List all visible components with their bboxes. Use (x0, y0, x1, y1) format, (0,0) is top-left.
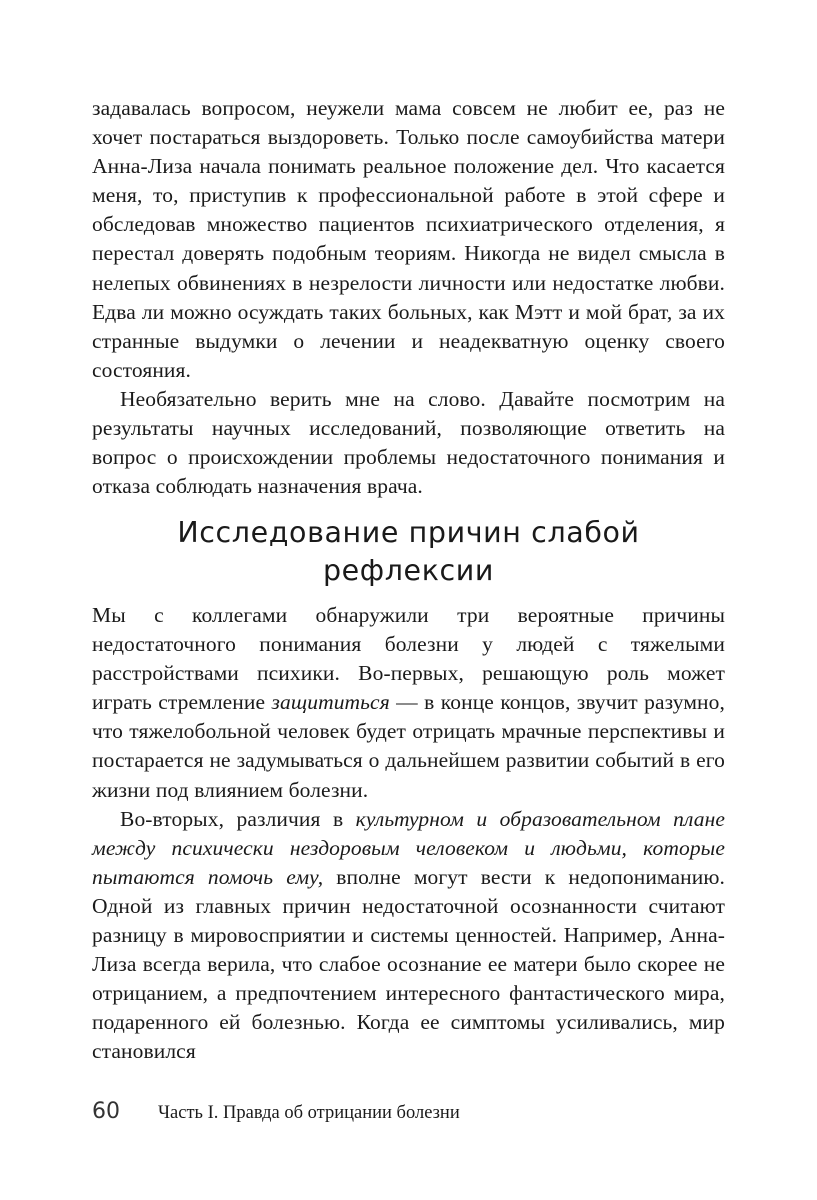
paragraph-text: Мы с коллегами обнаружили три вероятные причины недостаточного понимания болезни у людей с тяжелыми расстройствами психики. Во-первых, решающую роль может играть стремление (92, 603, 725, 715)
paragraph (92, 601, 725, 805)
emphasized-text: культурном и образовательном плане между психически нездоровым человеком и людьми, которые пытаются помочь ему, (92, 806, 725, 889)
section-heading: Исследование причин слабой рефлексии (177, 516, 640, 587)
emphasized-text: защититься (271, 690, 390, 715)
page-number: 60 (92, 1099, 120, 1124)
body-text-top (92, 94, 725, 501)
paragraph-text: — в конце концов, звучит разумно, что тяжелобольной человек будет отрицать мрачные перспективы и постарается не задумываться о дальнейшем развитии событий в его жизни под влиянием болезни. (92, 690, 725, 802)
paragraph-text: вполне могут вести к недопониманию. Одной из главных причин недостаточной осознанности считают разницу в мировосприятии и системы ценностей. Например, Анна-Лиза всегда верила, что слабое осознание ее матери было скорее не отрицанием, а предпочтением интересного фантастического мира, подаренного ей болезнью. Когда ее симптомы усиливались, мир становился (92, 864, 725, 1064)
body-text-bottom (92, 601, 725, 1067)
paragraph-text: Во-вторых, различия в (120, 806, 356, 831)
paragraph (92, 805, 725, 1067)
page-footer (92, 1098, 725, 1128)
paragraph-continued: задавалась вопросом, неужели мама совсем не любит ее, раз не хочет постараться выздороветь. Только после самоубийства матери Анна-Лиза начала понимать реальное положение дел. Что касается меня, то, приступив к профессиональной работе в этой сфере и обследовав множество пациентов психиатрического отделения, я перестал доверять подобным теориям. Никогда не видел смысла в нелепых обвинениях в незрелости личности или недостатке любви. Едва ли можно осуждать таких больных, как Мэтт и мой брат, за их странные выдумки о лечении и неадекватную оценку своего состояния. (92, 96, 725, 382)
paragraph: Необязательно верить мне на слово. Давайте посмотрим на результаты научных исследований, позволяющие ответить на вопрос о происхождении проблемы недостаточного понимания и отказа соблюдать назначения врача. (92, 386, 725, 499)
running-head: Часть I. Правда об отрицании болезни (158, 1103, 460, 1123)
